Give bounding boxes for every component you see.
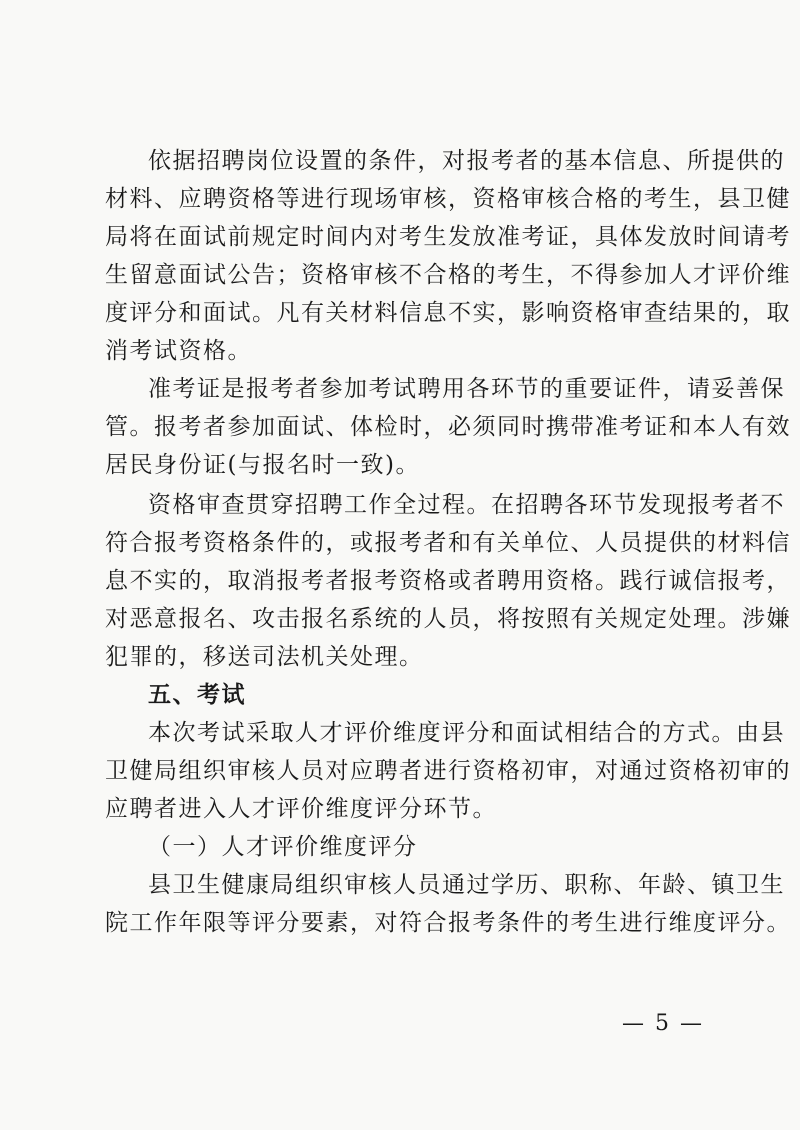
- paragraph-line: 院工作年限等评分要素，对符合报考条件的考生进行维度评分。: [105, 910, 791, 936]
- paragraph-line: 生留意面试公告；资格审核不合格的考生，不得参加人才评价维: [105, 262, 791, 288]
- paragraph-line: 本次考试采取人才评价维度评分和面试相结合的方式。由县: [148, 720, 785, 746]
- paragraph-line: 局将在面试前规定时间内对考生发放准考证，具体发放时间请考: [105, 224, 791, 250]
- paragraph-line: 消考试资格。: [105, 338, 252, 364]
- paragraph-line: 应聘者进入人才评价维度评分环节。: [105, 796, 497, 822]
- paragraph-line: 材料、应聘资格等进行现场审核，资格审核合格的考生，县卫健: [105, 186, 791, 212]
- subsection-heading: （一）人才评价维度评分: [148, 834, 418, 860]
- paragraph-line: 居民身份证(与报名时一致)。: [105, 452, 420, 478]
- page-number: — 5 —: [622, 1011, 704, 1036]
- paragraph-line: 犯罪的，移送司法机关处理。: [105, 644, 424, 670]
- paragraph-line: 卫健局组织审核人员对应聘者进行资格初审，对通过资格初审的: [105, 758, 791, 784]
- paragraph-line: 符合报考资格条件的，或报考者和有关单位、人员提供的材料信: [105, 530, 791, 556]
- paragraph-line: 依据招聘岗位设置的条件，对报考者的基本信息、所提供的: [148, 148, 785, 174]
- paragraph-line: 度评分和面试。凡有关材料信息不实，影响资格审查结果的，取: [105, 300, 791, 326]
- paragraph-line: 对恶意报名、攻击报名系统的人员，将按照有关规定处理。涉嫌: [105, 606, 791, 632]
- paragraph-line: 县卫生健康局组织审核人员通过学历、职称、年龄、镇卫生: [148, 872, 785, 898]
- paragraph-line: 息不实的，取消报考者报考资格或者聘用资格。践行诚信报考，: [105, 568, 791, 594]
- section-heading: 五、考试: [148, 681, 246, 708]
- paragraph-line: 准考证是报考者参加考试聘用各环节的重要证件，请妥善保: [148, 376, 785, 402]
- paragraph-line: 管。报考者参加面试、体检时，必须同时携带准考证和本人有效: [105, 414, 791, 440]
- paragraph-line: 资格审查贯穿招聘工作全过程。在招聘各环节发现报考者不: [148, 492, 785, 518]
